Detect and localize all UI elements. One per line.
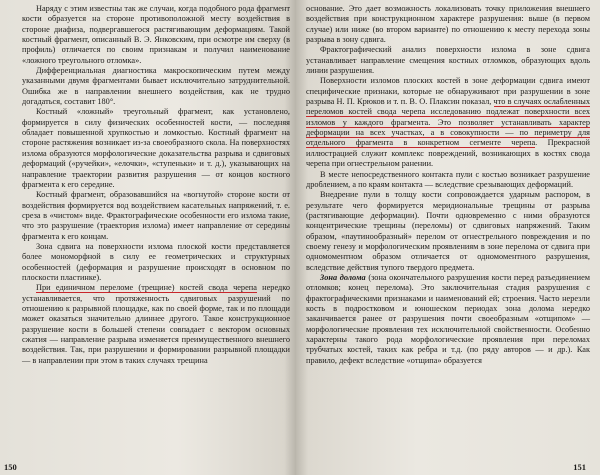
right-page-text <box>306 4 590 366</box>
left-page-number: 150 <box>4 462 17 472</box>
right-page-number: 151 <box>573 462 586 472</box>
left-paragraph-4: Костный фрагмент, образовавшийся на «вогнутой» стороне кости от воздействия формируется вод воздействием касательных напряжений, т. е. среза в «чистом» виде. Фрактографические особенности его излома такие, что это разрушение (траектория излома) имеет направление от середины фрагмента к его концам. <box>22 190 290 241</box>
left-paragraph-1: Наряду с этим известны так же случаи, когда подобного рода фрагмент кости образуется на стороне противоположной месту воздействия в стороне диафиза, подвергавшегося растягивающим деформациям. Такой костный фрагмент, описанный В. Э. Янковским, при осмотре им сверху (в профиль) отличается по своим признакам и получил наименование «ложного треугольного отломка». <box>22 4 290 65</box>
left-paragraph-5: Зона сдвига на поверхности излома плоской кости представляется более мономорфной в силу ее геометрических и структурных особенностей (деформация и разрушение происходят в основном по плоскости пластинке). <box>22 241 290 282</box>
left-page-text <box>22 4 290 366</box>
left-paragraph-3: Костный «ложный» треугольный фрагмент, как установлено, формируется в силу физических особенностей кости, — последняя обладает повышенной хрупкостью и ломкостью. Костный фрагмент на стороне растяжения возникает из-за своеобразного скола. На поверхностях излома образуются морфологические доказательства разрыва и сдвиговых деформаций («ручейки», «елочки», «ступеньки» и т. д.), указывающих на направление траектории развития разрушения — от концов костного фрагмента к его середине. <box>22 107 290 189</box>
left-paragraph-2: Дифференциальная диагностика макроскопическим путем между указанными двумя фрагментами бывает исключительно затруднительной. Ошибка же в направлении внешнего воздействия, как не трудно догадаться, составит 180°. <box>22 66 290 107</box>
red-underline-highlight: что в случаях ослабленных переломов костей свода черепа исследованию подлежат поверхности всех изломов у каждого фрагмента. Это позволяет устанавливать характер деформации на всех участках, а в совокупности — по периметру для отдельного фрагмента в конкретном сегменте черепа <box>306 97 590 148</box>
right-paragraph-6: Зона долома (зона окончательного разрушения кости перед разъединением отломков; конец перелома). Это заключительная стадия разрушения с фрактографическими признаками и наименований ей; строения. Часто нерезли кость в подростковом и юношеском периодах зона долома нередко заканчивается ранее от разрушения почти своеобразным «отщипом» — морфологические проявления тех исключительной свойственности. Особенно характерны такого рода морфологические проявления при переломах трубчатых костей, таких как ребра и т.д. (по ряду авторов — и др.). Как правило, дефект вследствие «отщипа» образуется <box>306 272 590 365</box>
left-paragraph-6: При единичном переломе (трещине) костей свода черепа нередко устанавливается, что протяженность сдвиговых разрушений по отношению к разрывной площадке, как по своей форме, так и по площади может оказаться значительно длиннее другого. Такое конструкционное разрушение кости в большей степени совпадает с вектором основных сжатия — направление разрыва изменяется преимущественного внешнего воздействия. Так, при разрушении и формировании разрывной площадки — в направлении при этом в таких случаях трещина <box>22 283 291 365</box>
red-underline-highlight: При единичном переломе (трещине) костей свода черепа <box>36 283 257 293</box>
right-page <box>296 0 600 475</box>
right-paragraph-5: Внедрение пули в толщу кости сопровождается ударным распором, в результате чего формируется меридиональные трещины от разрыва (растягивающие деформации). Почти одновременно с ними образуются концентрические трещины (переломы) от сдвиговых напряжений. Таким образом, «паутинообразный» перелом от огнестрельного повреждения и по своему генезу и морфологическим проявлениям в зоне перелома от сдвига при одномоментном образом отличается от одномоментного разрушения, вследствие действия тупого твердого предмета. <box>306 190 590 272</box>
right-paragraph-2: Фрактографический анализ поверхности излома в зоне сдвига устанавливает направление смещения костных отломков, образующих вдоль линии разрушения. <box>306 45 590 76</box>
section-term: Зона долома <box>320 272 366 282</box>
right-paragraph-4: В месте непосредственного контакта пули с костью возникает разрушение дроблением, а по краям контакта — вследствие срезывающих деформаций. <box>306 169 590 189</box>
right-paragraph-3: Поверхности изломов плоских костей в зоне деформации сдвига имеют специфические признаки, которые не обнаруживают при разрушении в зоне разрыва Н. П. Крюков и т. п. В. О. Плаксин показал, что в случаях ослабленных переломов костей свода черепа исследованию подлежат поверхности всех изломов у каждого фрагмента. Это позволяет устанавливать характер деформации на всех участках, а в совокупности — по периметру для отдельного фрагмента в конкретном сегменте черепа. Прекрасной иллюстрацией служит комплекс повреждений, возникающих в костях свода черепа при огнестрельном ранении. <box>306 76 590 169</box>
right-paragraph-1: основание. Это дает возможность локализовать точку приложения внешнего воздействия при конструкционном характере разрушения: выше (в первом случае) или ниже (во втором варианте) по отношению к месту перехода зоны разрыва в зону сдвига. <box>306 4 590 45</box>
left-page <box>0 0 296 475</box>
